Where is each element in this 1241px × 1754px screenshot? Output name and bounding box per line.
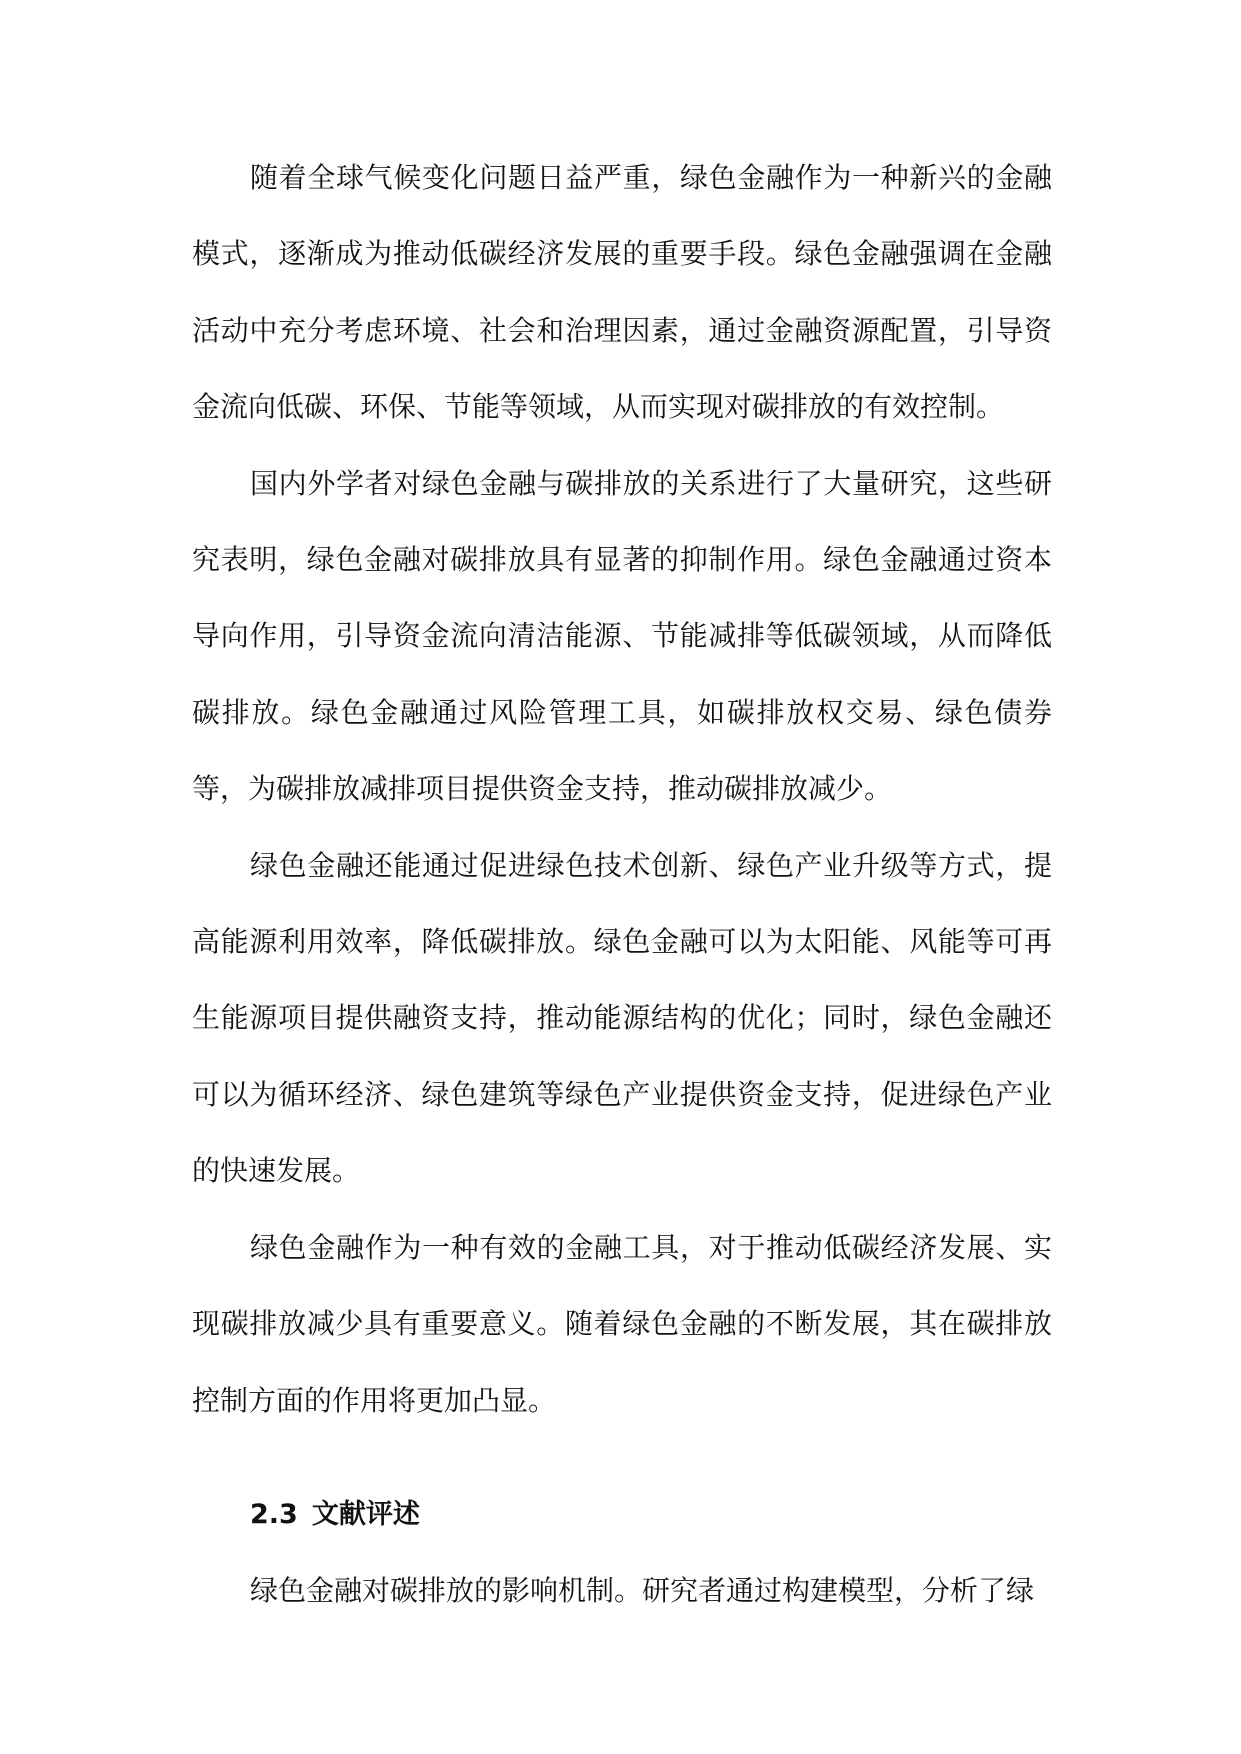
paragraph-4: 绿色金融作为一种有效的金融工具，对于推动低碳经济发展、实现碳排放减少具有重要意义。随着绿色金融的不断发展，其在碳排放控制方面的作用将更加凸显。	[192, 1230, 1052, 1417]
document-body	[192, 140, 1052, 1630]
section-title: 文献评述	[311, 1498, 420, 1530]
paragraph-2: 国内外学者对绿色金融与碳排放的关系进行了大量研究，这些研究表明，绿色金融对碳排放具有显著的抑制作用。绿色金融通过资本导向作用，引导资金流向清洁能源、节能减排等低碳领域，从而降低碳排放。绿色金融通过风险管理工具，如碳排放权交易、绿色债券等，为碳排放减排项目提供资金支持，推动碳排放减少。	[192, 466, 1052, 806]
paragraph-1: 随着全球气候变化问题日益严重，绿色金融作为一种新兴的金融模式，逐渐成为推动低碳经济发展的重要手段。绿色金融强调在金融活动中充分考虑环境、社会和治理因素，通过金融资源配置，引导资金流向低碳、环保、节能等领域，从而实现对碳排放的有效控制。	[192, 161, 1052, 424]
section-heading	[192, 1477, 1052, 1553]
paragraph-3: 绿色金融还能通过促进绿色技术创新、绿色产业升级等方式，提高能源利用效率，降低碳排放。绿色金融可以为太阳能、风能等可再生能源项目提供融资支持，推动能源结构的优化；同时，绿色金融还可以为循环经济、绿色建筑等绿色产业提供资金支持，促进绿色产业的快速发展。	[192, 848, 1052, 1188]
section-number: 2.3	[250, 1498, 298, 1530]
paragraph-5: 绿色金融对碳排放的影响机制。研究者通过构建模型，分析了绿	[250, 1574, 1035, 1608]
